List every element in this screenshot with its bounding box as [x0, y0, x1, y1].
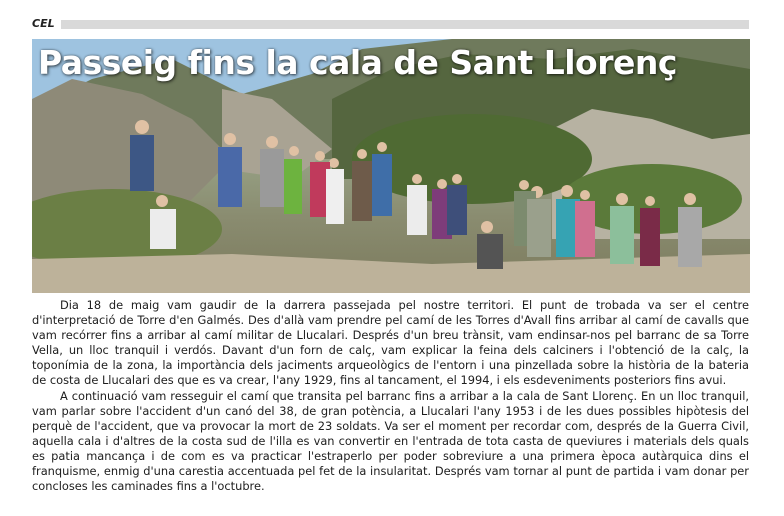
group-photo	[32, 39, 750, 293]
article-paragraph: Dia 18 de maig vam gaudir de la darrera passejada pel nostre territori. El punt de trobada va ser el centre d'interpretació de Torre d'en Galmés. Des d'allà vam prendre pel camí de les Torres d'Avall fins arribar al camí de cavalls que vam recórrer fins a arribar al camí militar de Llucalari. Després d'un breu trànsit, vam endinsar-nos pel barranc de sa Torre Vella, un lloc tranquil i verdós. Davant d'un forn de calç, vam explicar la feina dels calciners i l'obtenció de la calç, la toponímia de la zona, la importància dels jaciments arqueològics de l'entorn i una pinzellada sobre la història de la bateria de costa de Llucalari des que es va crear, l'any 1929, fins al tancament, el 1994, i els esdeveniments posteriors fins avui.	[32, 298, 749, 388]
article-paragraph: A continuació vam resseguir el camí que transita pel barranc fins a arribar a la cala de Sant Llorenç. En un lloc tranquil, vam parlar sobre l'accident d'un canó del 38, de gran potència, a Llucalari l'any 1953 i de les dues possibles hipòtesis del perquè de l'accident, que va provocar la mort de 23 soldats. Va ser el moment per recordar com, després de la Guerra Civil, aquella cala i d'altres de la costa sud de l'illa es van convertir en l'entrada de tota casta de queviures i materials dels quals es patia mancança i de com es va practicar l'estraperlo per poder sobreviure a una primera època autàrquica dins el franquisme, enmig d'una carestia accentuada pel fet de la insularitat. Després vam tornar al punt de partida i vam donar per concloses les caminades fins a l'octubre.	[32, 388, 749, 494]
section-header	[32, 16, 749, 32]
header-rule	[61, 20, 749, 29]
article-body	[32, 298, 749, 494]
section-label: CEL	[32, 17, 55, 30]
article-title: Passeig fins la cala de Sant Llorenç	[38, 43, 677, 82]
